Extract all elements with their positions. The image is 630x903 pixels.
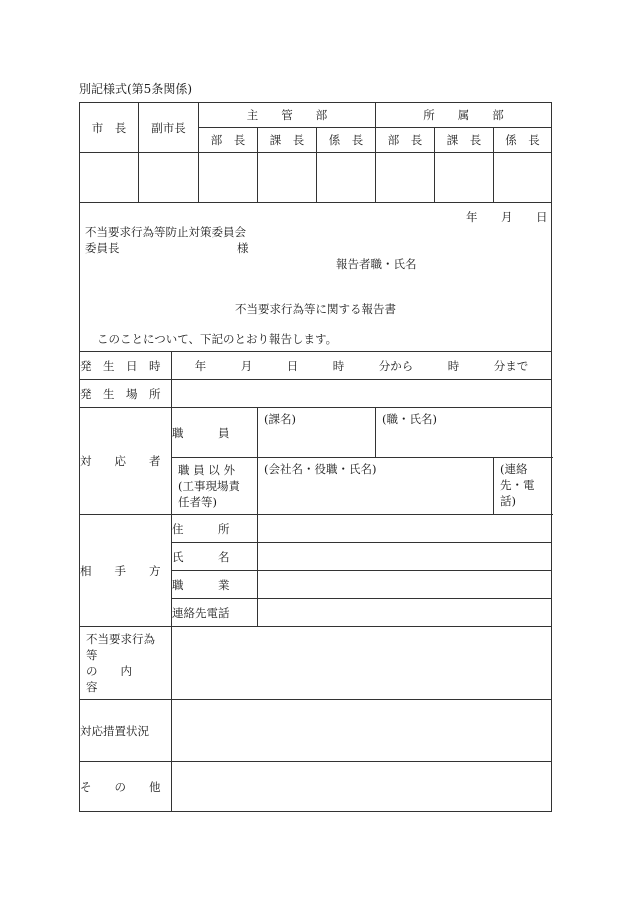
responder-label: 対 応 者	[80, 408, 172, 515]
other-field[interactable]	[172, 762, 552, 812]
affiliated-dept-section-chief: 課 長	[435, 128, 494, 153]
form-caption: 別記様式(第5条関係)	[79, 82, 192, 96]
counterparty-occupation-label: 職 業	[172, 571, 258, 599]
main-dept-subsection-chief: 係 長	[317, 128, 376, 153]
stamp-box-main-section[interactable]	[258, 153, 317, 203]
report-statement: このことについて、下記のとおり報告します。	[97, 332, 338, 346]
stamp-box-main-subsection[interactable]	[317, 153, 376, 203]
response-measures-label: 対応措置状況	[80, 700, 172, 762]
date-day: 日	[536, 210, 548, 224]
stamp-box-aff-section[interactable]	[435, 153, 494, 203]
main-dept-header: 主 管 部	[199, 103, 376, 128]
non-staff-label: 職 員 以 外 (工事現場責 任者等)	[172, 458, 258, 515]
stamp-box-mayor[interactable]	[80, 153, 139, 203]
honorific: 様	[237, 241, 249, 255]
staff-name-field[interactable]: (職・氏名)	[376, 408, 552, 458]
contact-phone-field[interactable]: (連絡先・電話)	[494, 458, 552, 515]
other-label: そ の 他	[80, 762, 172, 812]
affiliated-dept-header: 所 属 部	[376, 103, 552, 128]
mayor-header: 市 長	[80, 103, 139, 153]
demand-content-label: 不当要求行為等 の 内 容	[80, 627, 172, 700]
stamp-box-main-director[interactable]	[199, 153, 258, 203]
preamble-section	[80, 203, 552, 352]
counterparty-contact-label: 連絡先電話	[172, 599, 258, 627]
counterparty-contact-field[interactable]	[258, 599, 552, 627]
affiliated-dept-director: 部 長	[376, 128, 435, 153]
occurrence-datetime-label: 発 生 日 時	[80, 352, 172, 380]
stamp-box-aff-director[interactable]	[376, 153, 435, 203]
response-measures-field[interactable]	[172, 700, 552, 762]
counterparty-name-label: 氏 名	[172, 543, 258, 571]
staff-label: 職 員	[172, 408, 258, 458]
counterparty-address-label: 住 所	[172, 515, 258, 543]
affiliated-dept-subsection-chief: 係 長	[494, 128, 552, 153]
occurrence-place-label: 発 生 場 所	[80, 380, 172, 408]
demand-content-field[interactable]	[172, 627, 552, 700]
date-year: 年	[466, 210, 478, 224]
staff-department-field[interactable]: (課名)	[258, 408, 376, 458]
main-dept-director: 部 長	[199, 128, 258, 153]
document-title: 不当要求行為等に関する報告書	[235, 302, 396, 316]
occurrence-datetime-field[interactable]: 年 月 日 時 分から 時 分まで	[172, 352, 552, 380]
addressee-committee: 不当要求行為等防止対策委員会	[85, 225, 246, 239]
counterparty-label: 相 手 方	[80, 515, 172, 627]
main-dept-section-chief: 課 長	[258, 128, 317, 153]
counterparty-occupation-field[interactable]	[258, 571, 552, 599]
addressee-chair: 委員長	[85, 241, 120, 255]
counterparty-address-field[interactable]	[258, 515, 552, 543]
occurrence-place-field[interactable]	[172, 380, 552, 408]
stamp-box-deputy-mayor[interactable]	[139, 153, 199, 203]
date-month: 月	[501, 210, 513, 224]
company-name-field[interactable]: (会社名・役職・氏名)	[258, 458, 494, 515]
report-form-table	[79, 102, 552, 812]
deputy-mayor-header: 副市長	[139, 103, 199, 153]
stamp-box-aff-subsection[interactable]	[494, 153, 552, 203]
counterparty-name-field[interactable]	[258, 543, 552, 571]
reporter-title-name: 報告者職・氏名	[336, 257, 417, 271]
